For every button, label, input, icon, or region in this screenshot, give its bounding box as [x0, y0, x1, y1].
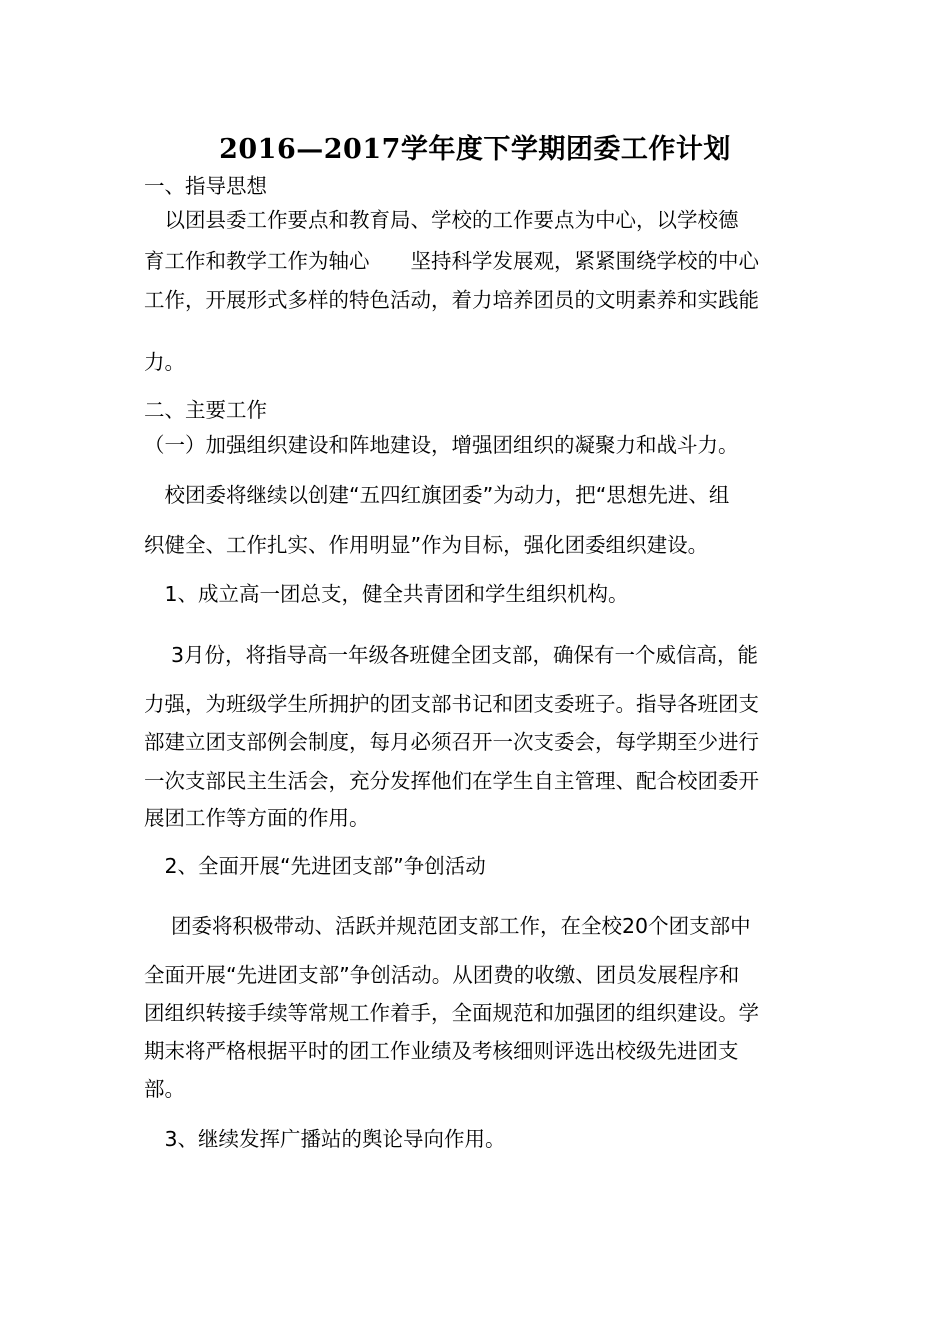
paragraph-line: 3月份，将指导高一年级各班健全团支部，确保有一个威信高，能 [144, 643, 759, 667]
paragraph-line: 部建立团支部例会制度，每月必须召开一次支委会，每学期至少进行 [144, 730, 759, 754]
item-heading: 1、成立高一团总支，健全共青团和学生组织机构。 [144, 582, 629, 606]
document-title: 2016—2017学年度下学期团委工作计划 [219, 134, 731, 165]
paragraph-line: 力。 [144, 350, 185, 374]
paragraph-line: 校团委将继续以创建“五四红旗团委”为动力，把“思想先进、组 [144, 483, 730, 507]
paragraph-line: 以团县委工作要点和教育局、学校的工作要点为中心，以学校德 [144, 208, 739, 232]
paragraph-line: 育工作和教学工作为轴心 坚持科学发展观，紧紧围绕学校的中心 [144, 249, 759, 273]
paragraph-line: 全面开展“先进团支部”争创活动。从团费的收缴、团员发展程序和 [144, 963, 740, 987]
paragraph-line: 一次支部民主生活会，充分发挥他们在学生自主管理、配合校团委开 [144, 769, 759, 793]
paragraph-line: 部。 [144, 1077, 185, 1101]
item-heading: 2、全面开展“先进团支部”争创活动 [144, 854, 486, 878]
paragraph-line: 力强，为班级学生所拥护的团支部书记和团支委班子。指导各班团支 [144, 692, 759, 716]
item-heading: 3、继续发挥广播站的舆论导向作用。 [144, 1127, 506, 1151]
paragraph-line: 展团工作等方面的作用。 [144, 806, 370, 830]
paragraph-line: 工作，开展形式多样的特色活动，着力培养团员的文明素养和实践能 [144, 288, 759, 312]
paragraph-line: 织健全、工作扎实、作用明显”作为目标，强化团委组织建设。 [144, 533, 709, 557]
section-heading: 一、指导思想 [144, 174, 267, 198]
paragraph-line: 期末将严格根据平时的团工作业绩及考核细则评选出校级先进团支 [144, 1039, 739, 1063]
paragraph-line: 团组织转接手续等常规工作着手，全面规范和加强团的组织建设。学 [144, 1001, 759, 1025]
subsection-heading: （一）加强组织建设和阵地建设，增强团组织的凝聚力和战斗力。 [144, 433, 739, 457]
paragraph-line: 团委将积极带动、活跃并规范团支部工作，在全校20个团支部中 [144, 914, 751, 938]
section-heading: 二、主要工作 [144, 398, 267, 422]
